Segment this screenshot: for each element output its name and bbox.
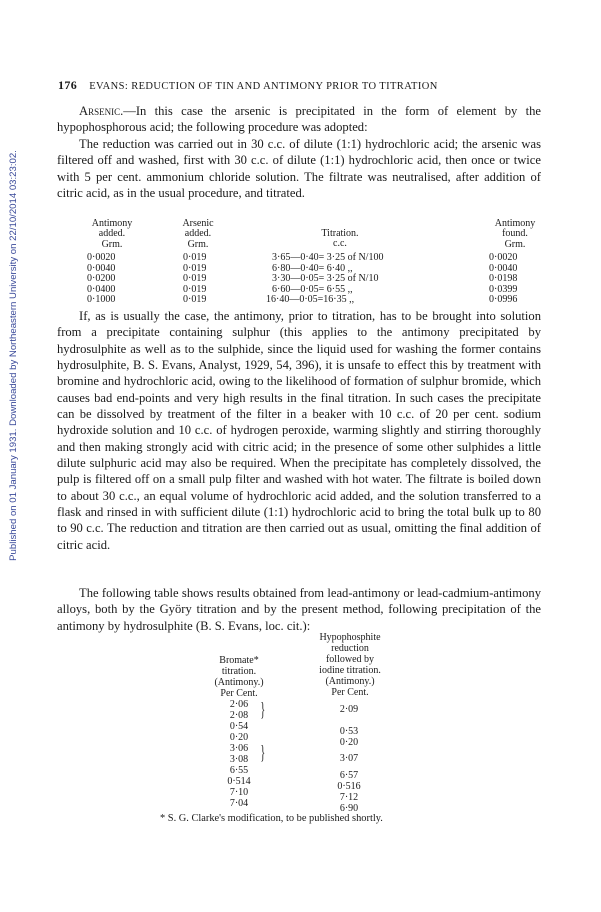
running-title: EVANS: REDUCTION OF TIN AND ANTIMONY PRIOR TO TITRATION [89,81,438,92]
method-paragraph: If, as is usually the case, the antimony, prior to titration, has to be brought into solution from a precipitate containing sulphur (this applies to the antimony precipitated by hydrosulphite as well as to the sulphide, since the liquid used for washing the former contains hydrosulphite, B. S. Evans, Analyst, 1929, 54, 396), it is unsafe to effect this by treatment with bromine and hydrochloric acid, owing to the likelihood of formation of sulphur bromide, which causes bad end-points and very high results in the final titration. In such cases the precipitate can be dissolved by treatment of the filter in a beaker with 10 c.c. of 20 per cent. sodium hydroxide solution and 10 c.c. of hydrogen peroxide, warming slightly and stirring thoroughly and then making strongly acid with citric acid; in the presence of some other sulphides a little dilute sulphuric acid may also be required. When the precipitate has completely dissolved, the pulp is filtered off on a small pulp filter and washed with hot water. The filtrate is boiled down to about 30 c.c., an equal volume of hydrochloric acid added, and the solution transferred to a flask and rinsed in with sufficient dilute (1:1) hydrochloric acid to bring the total bulk up to 80 to 90 c.c. The reduction and titration are then carried out as usual, omitting the final addition of citric acid. [57,309,541,552]
procedure-paragraph: The reduction was carried out in 30 c.c. of dilute (1:1) hydrochloric acid; the arsenic was filtered off and washed, first with 30 c.c. of dilute (1:1) hydrochloric acid, then once or twice with 5 per cent. ammonium chloride solution. The filtrate was neutralised, after addition of citric acid, as in the usual procedure, and titrated. [57,137,541,201]
footnote: * S. G. Clarke's modification, to be published shortly. [160,813,383,824]
table-header: Titration. c.c. [321,228,359,250]
arsenic-paragraph: Arsenic.—In this case the arsenic is precipitated in the form of element by the hypophosphorous acid; the following procedure was adopted: [57,104,541,135]
table-header: Hypophosphite reduction followed by iodine titration. (Antimony.) Per Cent. [319,632,381,698]
table-cell: 0·20 [339,737,359,748]
table-cell: 0·54 [229,721,249,732]
running-header [58,78,548,93]
comparison-intro-paragraph: The following table shows results obtained from lead-antimony or lead-cadmium-antimony alloys, both by the Györy titration and by the present method, following precipitation of the antimony by hydrosulphite (B. S. Evans, loc. cit.): [57,586,541,633]
page-number: 176 [58,78,78,92]
table-cell: 0·53 [339,726,359,737]
table-cell: 2·06 [229,699,249,710]
table-cell: 0·516 [337,781,361,792]
section-heading: Arsenic. [79,104,124,118]
table-cell: 0·514 [227,776,251,787]
table-header: Bromate* titration. (Antimony.) Per Cent. [214,655,264,699]
table-header: Arsenic added. Grm. [182,218,214,250]
table-header: Antimony added. Grm. [91,218,133,250]
table-header: Antimony found. Grm. [494,218,536,250]
table-cell: 7·04 [229,798,249,809]
table-cell: 7·10 [229,787,249,798]
table-cell: 6·57 [339,770,359,781]
table-cell: 3·07 [339,753,359,764]
table-cell: 6·55 [229,765,249,776]
bromate-values [214,699,264,809]
table-cell: 3·06 [229,743,249,754]
brace-icon: } [260,742,266,764]
download-watermark: Published on 01 January 1931. Downloaded by Northeastern University on 22/10/2014 03:23:02. [7,149,19,561]
table-cell: 7·12 [339,792,359,803]
table-cell: 3·08 [229,754,249,765]
table-cell: 0·20 [229,732,249,743]
table-cell: 2·09 [339,704,359,715]
table-cell: 6·90 [339,803,359,814]
table-cell: 2·08 [229,710,249,721]
hypophosphite-values [324,704,374,814]
brace-icon: } [260,699,266,721]
